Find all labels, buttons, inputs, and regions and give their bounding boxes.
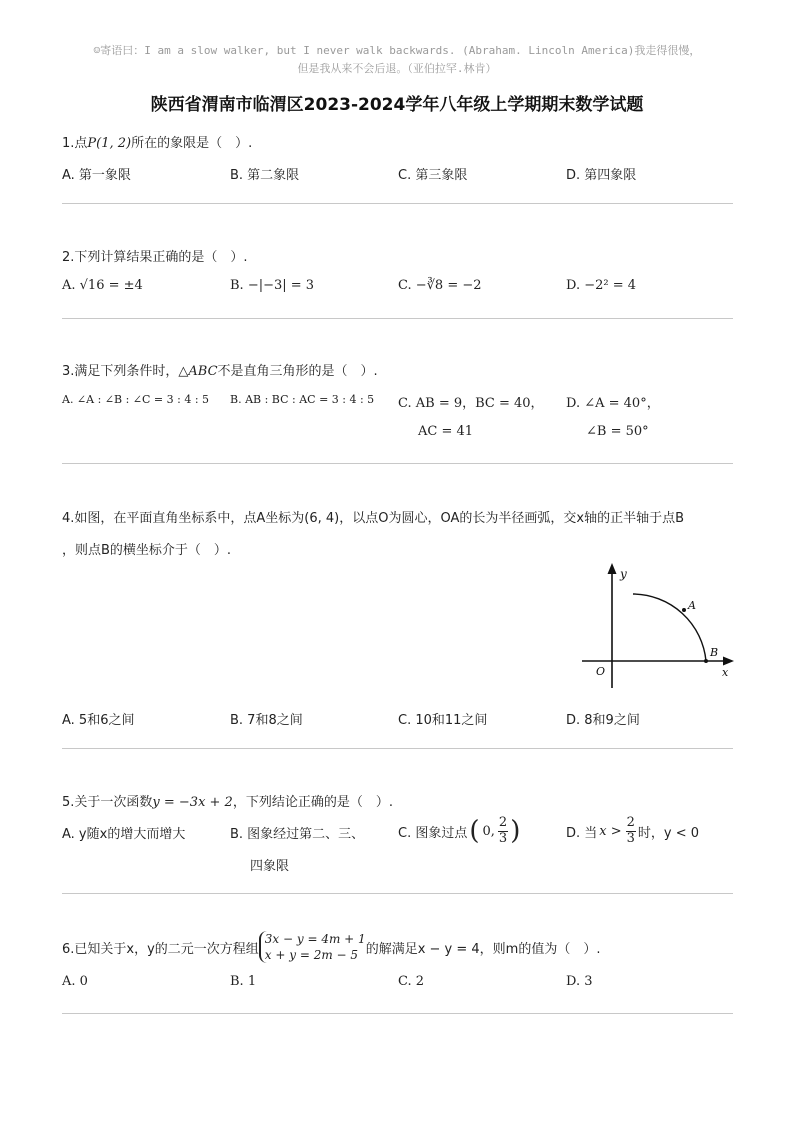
question-4-option-a[interactable]: A. 5和6之间 bbox=[62, 713, 135, 728]
question-5-option-c-fraction bbox=[498, 816, 508, 846]
question-1-stem bbox=[62, 132, 252, 151]
question-4-option-b[interactable]: B. 7和8之间 bbox=[230, 713, 303, 728]
question-5-option-c[interactable] bbox=[398, 814, 520, 848]
equation-1: 3x − y = 4m + 1 bbox=[264, 931, 366, 946]
point-a-label: A bbox=[688, 599, 696, 612]
question-5-option-a[interactable]: A. y随x的增大而增大 bbox=[62, 827, 186, 842]
question-5-option-d-fraction bbox=[626, 816, 636, 846]
point-b-label: B bbox=[710, 646, 719, 659]
question-1-text-a: 1.点 bbox=[62, 136, 88, 151]
origin-label: O bbox=[596, 665, 606, 678]
question-5-stem bbox=[62, 791, 393, 810]
question-3-option-d-line2: ∠B = 50° bbox=[586, 424, 649, 439]
fraction-denominator: 3 bbox=[498, 830, 508, 846]
question-1-option-c[interactable]: C. 第三象限 bbox=[398, 168, 468, 183]
question-5-option-b[interactable]: B. 图象经过第二、三、 bbox=[230, 827, 365, 842]
divider bbox=[62, 203, 733, 204]
coordinate-figure bbox=[578, 560, 742, 692]
fraction-numerator: 2 bbox=[498, 815, 508, 831]
question-5-option-d-x: x > bbox=[599, 823, 622, 839]
question-4-line-2: ，则点B的横坐标介于（ ）. bbox=[62, 543, 232, 558]
question-6-stem bbox=[62, 928, 600, 966]
question-3-option-c-line2: AC = 41 bbox=[418, 424, 474, 439]
question-4-option-d[interactable]: D. 8和9之间 bbox=[566, 713, 640, 728]
question-5-option-d[interactable] bbox=[566, 814, 699, 848]
fraction-denominator: 3 bbox=[626, 830, 635, 846]
question-3-option-c[interactable]: C. AB = 9，BC = 40， bbox=[398, 396, 544, 411]
question-3-text-b: 不是直角三角形的是（ ）. bbox=[217, 364, 378, 379]
question-5-option-c-text: C. 图象过点 bbox=[398, 825, 468, 841]
question-6-option-b[interactable]: B. 1 bbox=[230, 974, 257, 989]
question-3-math: △ABC bbox=[178, 364, 218, 379]
point-a bbox=[682, 608, 686, 612]
y-axis-arrow bbox=[608, 563, 617, 574]
x-label: x bbox=[722, 666, 729, 679]
question-6-option-c[interactable]: C. 2 bbox=[398, 974, 425, 989]
question-2-option-c[interactable]: C. −∛8 = −2 bbox=[398, 278, 482, 293]
divider bbox=[62, 893, 733, 894]
paren-close: ) bbox=[510, 816, 521, 846]
question-4-line-1: 4.如图，在平面直角坐标系中，点A坐标为(6, 4)，以点O为圆心，OA的长为半径画弧，交x轴的正半轴于点B bbox=[62, 511, 684, 526]
question-1-math: P(1, 2) bbox=[87, 136, 132, 151]
page-title: 陕西省渭南市临渭区2023-2024学年八年级上学期期末数学试题 bbox=[150, 95, 644, 115]
x-axis-arrow bbox=[723, 657, 734, 666]
question-2-option-d[interactable]: D. −2² = 4 bbox=[566, 278, 637, 293]
question-2-stem: 2.下列计算结果正确的是（ ）. bbox=[62, 250, 248, 265]
fraction-numerator: 2 bbox=[626, 815, 635, 831]
question-1-option-a[interactable]: A. 第一象限 bbox=[62, 168, 131, 183]
question-6-option-d[interactable]: D. 3 bbox=[566, 974, 593, 989]
question-6-text-b: 的解满足x − y = 4，则m的值为（ ）. bbox=[365, 941, 601, 957]
question-1-option-b[interactable]: B. 第二象限 bbox=[230, 168, 300, 183]
question-5-text-b: ，下列结论正确的是（ ）. bbox=[232, 795, 393, 810]
equation-system bbox=[259, 931, 366, 963]
motto-line-2: 但是我从来不会后退。（亚伯拉罕.林肯） bbox=[297, 62, 497, 75]
question-3-option-b[interactable]: B. AB : BC : AC = 3 : 4 : 5 bbox=[230, 393, 375, 406]
question-5-option-d-pre: D. 当 bbox=[566, 825, 598, 841]
point-b bbox=[704, 659, 708, 663]
question-2-option-a[interactable]: A. √16 = ±4 bbox=[62, 278, 143, 293]
question-5-math: y = −3x + 2 bbox=[152, 795, 233, 810]
divider bbox=[62, 1013, 733, 1014]
question-1-option-d[interactable]: D. 第四象限 bbox=[566, 168, 637, 183]
question-2-option-b[interactable]: B. −|−3| = 3 bbox=[230, 278, 315, 293]
question-3-stem bbox=[62, 360, 378, 379]
motto-line-1: ☺寄语曰：I am a slow walker, but I never walk backwards. (Abraham. Lincoln America)我走得很慢， bbox=[93, 44, 701, 57]
question-5-text-a: 5.关于一次函数 bbox=[62, 795, 153, 810]
question-1-text-b: 所在的象限是（ ）. bbox=[131, 136, 253, 151]
question-3-option-d[interactable]: D. ∠A = 40°， bbox=[566, 396, 660, 411]
question-6-text-a: 6.已知关于x，y的二元一次方程组 bbox=[62, 941, 259, 957]
divider bbox=[62, 318, 733, 319]
question-6-option-a[interactable]: A. 0 bbox=[62, 974, 88, 989]
paren-open: ( bbox=[469, 816, 480, 846]
question-3-option-a[interactable]: A. ∠A : ∠B : ∠C = 3 : 4 : 5 bbox=[62, 393, 210, 406]
question-3-text-a: 3.满足下列条件时， bbox=[62, 364, 179, 379]
question-5-option-b-line2: 四象限 bbox=[250, 859, 290, 874]
y-label: y bbox=[620, 567, 627, 581]
divider bbox=[62, 748, 733, 749]
divider bbox=[62, 463, 733, 464]
question-4-option-c[interactable]: C. 10和11之间 bbox=[398, 713, 488, 728]
question-5-option-d-post: 时，y < 0 bbox=[637, 825, 700, 841]
question-5-option-c-x: 0, bbox=[482, 823, 495, 839]
equation-2: x + y = 2m − 5 bbox=[264, 948, 359, 962]
